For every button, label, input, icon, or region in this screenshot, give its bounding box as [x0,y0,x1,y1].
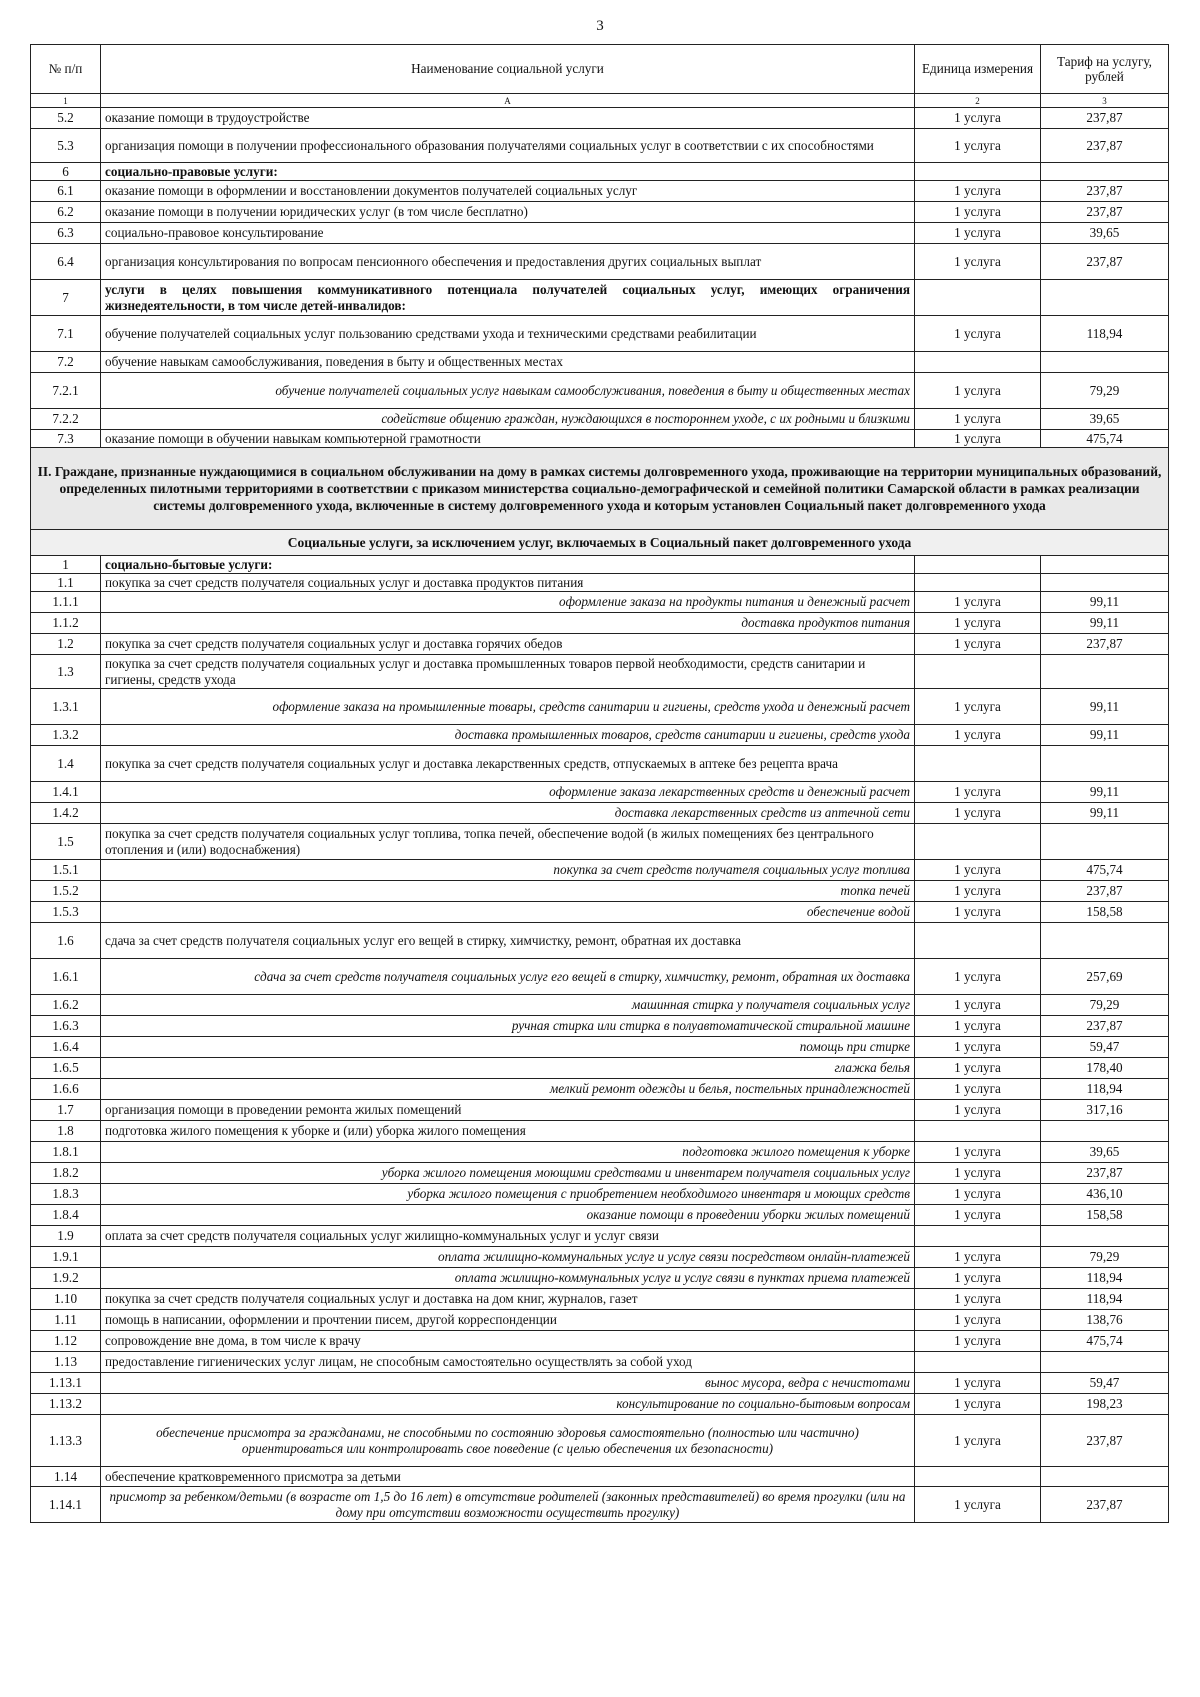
service-name: оплата за счет средств получателя социальных услуг жилищно-коммунальных услуг и услуг связи [101,1226,915,1247]
table-row [31,129,1169,163]
service-name: обучение получателей социальных услуг навыкам самообслуживания, поведения в быту и общественных местах [101,373,915,409]
tariff-price: 158,58 [1041,1205,1169,1226]
row-number: 1.6.5 [31,1058,101,1079]
service-name: помощь в написании, оформлении и прочтении писем, другой корреспонденции [101,1310,915,1331]
unit-of-measure: 1 услуга [915,1310,1041,1331]
page-number: 3 [596,18,604,34]
unit-of-measure: 1 услуга [915,1079,1041,1100]
service-name: ручная стирка или стирка в полуавтоматической стиральной машине [101,1016,915,1037]
service-name: обеспечение присмотра за гражданами, не способными по состоянию здоровья самостоятельно (полностью или частично) ориентироваться или контролировать свое поведение (с целью обеспечения их безопасности) [101,1415,915,1467]
row-number: 1.3 [31,655,101,689]
row-number: 1.8.3 [31,1184,101,1205]
unit-of-measure [915,655,1041,689]
tariff-price [1041,574,1169,592]
unit-of-measure: 1 услуга [915,181,1041,202]
table-row [31,881,1169,902]
table-row [31,280,1169,316]
table-row [31,655,1169,689]
unit-of-measure: 1 услуга [915,613,1041,634]
service-name: сдача за счет средств получателя социальных услуг его вещей в стирку, химчистку, ремонт, обратная их доставка [101,923,915,959]
service-name: вынос мусора, ведра с нечистотами [101,1373,915,1394]
service-name: покупка за счет средств получателя социальных услуг и доставка продуктов питания [101,574,915,592]
row-number: 1.5 [31,824,101,860]
service-name: организация помощи в получении профессионального образования получателями социальных услуг в соответствии с их способностями [101,129,915,163]
tariff-price [1041,1467,1169,1487]
row-number: 7.2.2 [31,409,101,430]
unit-of-measure [915,352,1041,373]
tariff-price: 99,11 [1041,613,1169,634]
service-name: оказание помощи в получении юридических услуг (в том числе бесплатно) [101,202,915,223]
service-name: глажка белья [101,1058,915,1079]
unit-of-measure: 1 услуга [915,1142,1041,1163]
row-number: 1.4.1 [31,782,101,803]
tariff-price: 237,87 [1041,181,1169,202]
row-number: 1.13.3 [31,1415,101,1467]
row-number: 1.9 [31,1226,101,1247]
tariff-price: 99,11 [1041,689,1169,725]
section-title-row [31,448,1169,530]
unit-of-measure: 1 услуга [915,1205,1041,1226]
tariff-price: 475,74 [1041,1331,1169,1352]
header-price: Тариф на услугу, рублей [1041,45,1169,94]
unit-of-measure: 1 услуга [915,1016,1041,1037]
row-number: 6.3 [31,223,101,244]
tariff-price: 237,87 [1041,1016,1169,1037]
row-number: 1.6 [31,923,101,959]
tariff-price: 237,87 [1041,1487,1169,1523]
table-row [31,995,1169,1016]
table-row [31,725,1169,746]
tariff-price: 158,58 [1041,902,1169,923]
table-row [31,959,1169,995]
row-number: 1.10 [31,1289,101,1310]
tariff-price [1041,352,1169,373]
row-number: 1.9.1 [31,1247,101,1268]
unit-of-measure [915,746,1041,782]
tariff-price [1041,1121,1169,1142]
service-name: обучение навыкам самообслуживания, поведения в быту и общественных местах [101,352,915,373]
service-name: подготовка жилого помещения к уборке [101,1142,915,1163]
tariff-price [1041,1226,1169,1247]
table-row [31,634,1169,655]
row-number: 1.8.4 [31,1205,101,1226]
tariff-price: 198,23 [1041,1394,1169,1415]
tariff-price: 237,87 [1041,1415,1169,1467]
table-row [31,1467,1169,1487]
row-number: 1.7 [31,1100,101,1121]
tariff-price: 59,47 [1041,1037,1169,1058]
row-number: 7.2.1 [31,373,101,409]
tariff-price: 237,87 [1041,244,1169,280]
service-name: обучение получателей социальных услуг пользованию средствами ухода и техническими средствами реабилитации [101,316,915,352]
row-number: 1.11 [31,1310,101,1331]
table-row [31,373,1169,409]
service-name: покупка за счет средств получателя социальных услуг и доставка промышленных товаров первой необходимости, средств санитарии и гигиены, средств ухода [101,655,915,689]
unit-of-measure: 1 услуга [915,1373,1041,1394]
tariff-table [30,44,1169,1523]
table-header-row [31,45,1169,94]
column-number-row [31,94,1169,108]
row-number: 1.5.2 [31,881,101,902]
unit-of-measure [915,280,1041,316]
table-row [31,1037,1169,1058]
service-name: оформление заказа на промышленные товары, средств санитарии и гигиены, средств ухода и денежный расчет [101,689,915,725]
service-name: социально-правовые услуги: [101,163,915,181]
column-number: А [101,94,915,108]
unit-of-measure: 1 услуга [915,1037,1041,1058]
tariff-price: 79,29 [1041,1247,1169,1268]
table-row [31,1016,1169,1037]
table-row [31,316,1169,352]
service-name: мелкий ремонт одежды и белья, постельных принадлежностей [101,1079,915,1100]
row-number: 1.4 [31,746,101,782]
tariff-price: 257,69 [1041,959,1169,995]
service-name: социально-бытовые услуги: [101,556,915,574]
unit-of-measure: 1 услуга [915,1100,1041,1121]
row-number: 1.9.2 [31,1268,101,1289]
unit-of-measure: 1 услуга [915,592,1041,613]
unit-of-measure [915,824,1041,860]
unit-of-measure: 1 услуга [915,129,1041,163]
tariff-price: 79,29 [1041,373,1169,409]
section-two-heading [31,448,1169,556]
unit-of-measure: 1 услуга [915,202,1041,223]
tariff-price: 39,65 [1041,1142,1169,1163]
service-name: машинная стирка у получателя социальных услуг [101,995,915,1016]
table-row [31,860,1169,881]
service-name: предоставление гигиенических услуг лицам, не способным самостоятельно осуществлять за собой уход [101,1352,915,1373]
row-number: 1.6.4 [31,1037,101,1058]
row-number: 1.14 [31,1467,101,1487]
unit-of-measure [915,923,1041,959]
unit-of-measure: 1 услуга [915,316,1041,352]
row-number: 7.1 [31,316,101,352]
tariff-price [1041,923,1169,959]
unit-of-measure: 1 услуга [915,881,1041,902]
service-name: сопровождение вне дома, в том числе к врачу [101,1331,915,1352]
service-name: социально-правовое консультирование [101,223,915,244]
header-name: Наименование социальной услуги [101,45,915,94]
unit-of-measure [915,1352,1041,1373]
row-number: 1.1.1 [31,592,101,613]
table-row [31,803,1169,824]
service-name: покупка за счет средств получателя социальных услуг и доставка лекарственных средств, отпускаемых в аптеке без рецепта врача [101,746,915,782]
table-row [31,1079,1169,1100]
row-number: 1.4.2 [31,803,101,824]
rows-part-one [31,108,1169,448]
table-row [31,409,1169,430]
unit-of-measure: 1 услуга [915,409,1041,430]
row-number: 1.5.1 [31,860,101,881]
tariff-price: 178,40 [1041,1058,1169,1079]
table-row [31,574,1169,592]
service-name: организация помощи в проведении ремонта жилых помещений [101,1100,915,1121]
row-number: 1.8 [31,1121,101,1142]
tariff-price [1041,655,1169,689]
service-name: покупка за счет средств получателя социальных услуг топлива, топка печей, обеспечение водой (в жилых помещениях без центрального отопления и (или) водоснабжения) [101,824,915,860]
table-row [31,1163,1169,1184]
unit-of-measure: 1 услуга [915,959,1041,995]
row-number: 1.1 [31,574,101,592]
tariff-price [1041,746,1169,782]
table-row [31,1289,1169,1310]
service-name: оказание помощи в трудоустройстве [101,108,915,129]
service-name: оформление заказа лекарственных средств и денежный расчет [101,782,915,803]
table-row [31,1415,1169,1467]
rows-part-two [31,556,1169,1523]
service-name: покупка за счет средств получателя социальных услуг и доставка на дом книг, журналов, газет [101,1289,915,1310]
service-name: доставка лекарственных средств из аптечной сети [101,803,915,824]
table-row [31,1352,1169,1373]
tariff-price [1041,163,1169,181]
tariff-price: 99,11 [1041,803,1169,824]
service-name: доставка продуктов питания [101,613,915,634]
service-name: оформление заказа на продукты питания и денежный расчет [101,592,915,613]
header-unit: Единица измерения [915,45,1041,94]
unit-of-measure [915,1121,1041,1142]
service-name: консультирование по социально-бытовым вопросам [101,1394,915,1415]
tariff-price: 237,87 [1041,1163,1169,1184]
table-row [31,1310,1169,1331]
unit-of-measure: 1 услуга [915,1058,1041,1079]
tariff-price: 475,74 [1041,430,1169,448]
unit-of-measure: 1 услуга [915,634,1041,655]
row-number: 1.13 [31,1352,101,1373]
column-number: 2 [915,94,1041,108]
table-row [31,181,1169,202]
tariff-price: 99,11 [1041,725,1169,746]
tariff-price: 237,87 [1041,129,1169,163]
service-name: оплата жилищно-коммунальных услуг и услуг связи посредством онлайн-платежей [101,1247,915,1268]
tariff-price: 475,74 [1041,860,1169,881]
section-title: II. Граждане, признанные нуждающимися в социальном обслуживании на дому в рамках системы долговременного ухода, проживающие на территории муниципальных образований, определенных пилотными территориями в соответствии с приказом министерства социально-демографической и семейной политики Самарской области в рамках реализации системы долговременного ухода, включенные в систему долговременного ухода и которым установлен Социальный пакет долговременного ухода [31,448,1169,530]
row-number: 5.2 [31,108,101,129]
table-row [31,824,1169,860]
table-row [31,782,1169,803]
service-name: уборка жилого помещения моющими средствами и инвентарем получателя социальных услуг [101,1163,915,1184]
unit-of-measure: 1 услуга [915,1487,1041,1523]
table-row [31,108,1169,129]
tariff-price [1041,556,1169,574]
unit-of-measure: 1 услуга [915,689,1041,725]
row-number: 1.8.1 [31,1142,101,1163]
row-number: 1 [31,556,101,574]
service-name: покупка за счет средств получателя социальных услуг топлива [101,860,915,881]
row-number: 6.4 [31,244,101,280]
row-number: 1.1.2 [31,613,101,634]
table-row [31,1100,1169,1121]
tariff-price: 317,16 [1041,1100,1169,1121]
tariff-price [1041,280,1169,316]
unit-of-measure: 1 услуга [915,1247,1041,1268]
header-num: № п/п [31,45,101,94]
service-name: помощь при стирке [101,1037,915,1058]
unit-of-measure: 1 услуга [915,1268,1041,1289]
tariff-price: 39,65 [1041,409,1169,430]
table-row [31,689,1169,725]
table-row [31,1373,1169,1394]
table-row [31,613,1169,634]
table-row [31,902,1169,923]
unit-of-measure: 1 услуга [915,1163,1041,1184]
row-number: 1.6.2 [31,995,101,1016]
unit-of-measure: 1 услуга [915,430,1041,448]
unit-of-measure: 1 услуга [915,1184,1041,1205]
table-row [31,1394,1169,1415]
table-row [31,1247,1169,1268]
row-number: 1.6.3 [31,1016,101,1037]
tariff-price: 436,10 [1041,1184,1169,1205]
unit-of-measure: 1 услуга [915,108,1041,129]
table-row [31,923,1169,959]
table-row [31,1268,1169,1289]
row-number: 6 [31,163,101,181]
service-name: обеспечение кратковременного присмотра за детьми [101,1467,915,1487]
row-number: 7 [31,280,101,316]
service-name: оплата жилищно-коммунальных услуг и услуг связи в пунктах приема платежей [101,1268,915,1289]
unit-of-measure [915,163,1041,181]
table-row [31,163,1169,181]
service-name: топка печей [101,881,915,902]
service-name: покупка за счет средств получателя социальных услуг и доставка горячих обедов [101,634,915,655]
tariff-price: 118,94 [1041,316,1169,352]
tariff-price [1041,1352,1169,1373]
table-row [31,556,1169,574]
service-name: присмотр за ребенком/детьми (в возрасте от 1,5 до 16 лет) в отсутствие родителей (законных представителей) во время прогулки (или на дому при отсутствии возможности осуществить прогулку) [101,1487,915,1523]
table-row [31,1058,1169,1079]
tariff-price: 118,94 [1041,1268,1169,1289]
table-row [31,223,1169,244]
tariff-price: 138,76 [1041,1310,1169,1331]
table-row [31,592,1169,613]
section-subtitle-row [31,530,1169,556]
tariff-price: 237,87 [1041,108,1169,129]
table-row [31,746,1169,782]
service-name: доставка промышленных товаров, средств санитарии и гигиены, средств ухода [101,725,915,746]
unit-of-measure: 1 услуга [915,1415,1041,1467]
row-number: 6.1 [31,181,101,202]
unit-of-measure [915,574,1041,592]
column-number: 3 [1041,94,1169,108]
row-number: 1.13.2 [31,1394,101,1415]
tariff-price: 59,47 [1041,1373,1169,1394]
tariff-price: 118,94 [1041,1079,1169,1100]
unit-of-measure: 1 услуга [915,902,1041,923]
table-row [31,1205,1169,1226]
tariff-price: 237,87 [1041,634,1169,655]
service-name: сдача за счет средств получателя социальных услуг его вещей в стирку, химчистку, ремонт, обратная их доставка [101,959,915,995]
service-name: организация консультирования по вопросам пенсионного обеспечения и предоставления других социальных выплат [101,244,915,280]
service-name: обеспечение водой [101,902,915,923]
table-row [31,1142,1169,1163]
tariff-price: 99,11 [1041,592,1169,613]
row-number: 1.3.1 [31,689,101,725]
row-number: 7.2 [31,352,101,373]
table-row [31,202,1169,223]
table-row [31,1184,1169,1205]
tariff-price: 118,94 [1041,1289,1169,1310]
unit-of-measure: 1 услуга [915,995,1041,1016]
row-number: 7.3 [31,430,101,448]
unit-of-measure: 1 услуга [915,1331,1041,1352]
column-number: 1 [31,94,101,108]
unit-of-measure: 1 услуга [915,1289,1041,1310]
table-row [31,1226,1169,1247]
table-row [31,1487,1169,1523]
row-number: 1.3.2 [31,725,101,746]
table-row [31,244,1169,280]
service-name: оказание помощи в обучении навыкам компьютерной грамотности [101,430,915,448]
row-number: 5.3 [31,129,101,163]
row-number: 1.6.1 [31,959,101,995]
unit-of-measure: 1 услуга [915,782,1041,803]
row-number: 1.6.6 [31,1079,101,1100]
tariff-price [1041,824,1169,860]
unit-of-measure [915,1226,1041,1247]
service-name: оказание помощи в проведении уборки жилых помещений [101,1205,915,1226]
table-row [31,1331,1169,1352]
service-name: содействие общению граждан, нуждающихся в постороннем уходе, с их родными и близкими [101,409,915,430]
unit-of-measure: 1 услуга [915,223,1041,244]
row-number: 6.2 [31,202,101,223]
table-row [31,1121,1169,1142]
unit-of-measure: 1 услуга [915,244,1041,280]
row-number: 1.13.1 [31,1373,101,1394]
unit-of-measure: 1 услуга [915,373,1041,409]
row-number: 1.14.1 [31,1487,101,1523]
unit-of-measure: 1 услуга [915,803,1041,824]
tariff-price: 99,11 [1041,782,1169,803]
row-number: 1.12 [31,1331,101,1352]
unit-of-measure [915,1467,1041,1487]
service-name: подготовка жилого помещения к уборке и (или) уборка жилого помещения [101,1121,915,1142]
tariff-price: 237,87 [1041,881,1169,902]
unit-of-measure [915,556,1041,574]
unit-of-measure: 1 услуга [915,1394,1041,1415]
tariff-price: 79,29 [1041,995,1169,1016]
unit-of-measure: 1 услуга [915,860,1041,881]
table-row [31,352,1169,373]
row-number: 1.8.2 [31,1163,101,1184]
service-name: уборка жилого помещения с приобретением необходимого инвентаря и моющих средств [101,1184,915,1205]
unit-of-measure: 1 услуга [915,725,1041,746]
service-name: оказание помощи в оформлении и восстановлении документов получателей социальных услуг [101,181,915,202]
row-number: 1.5.3 [31,902,101,923]
section-subtitle: Социальные услуги, за исключением услуг, включаемых в Социальный пакет долговременного ухода [31,530,1169,556]
tariff-price: 237,87 [1041,202,1169,223]
row-number: 1.2 [31,634,101,655]
table-row [31,430,1169,448]
tariff-price: 39,65 [1041,223,1169,244]
service-name: услуги в целях повышения коммуникативного потенциала получателей социальных услуг, имеющих ограничения жизнедеятельности, в том числе детей-инвалидов: [101,280,915,316]
